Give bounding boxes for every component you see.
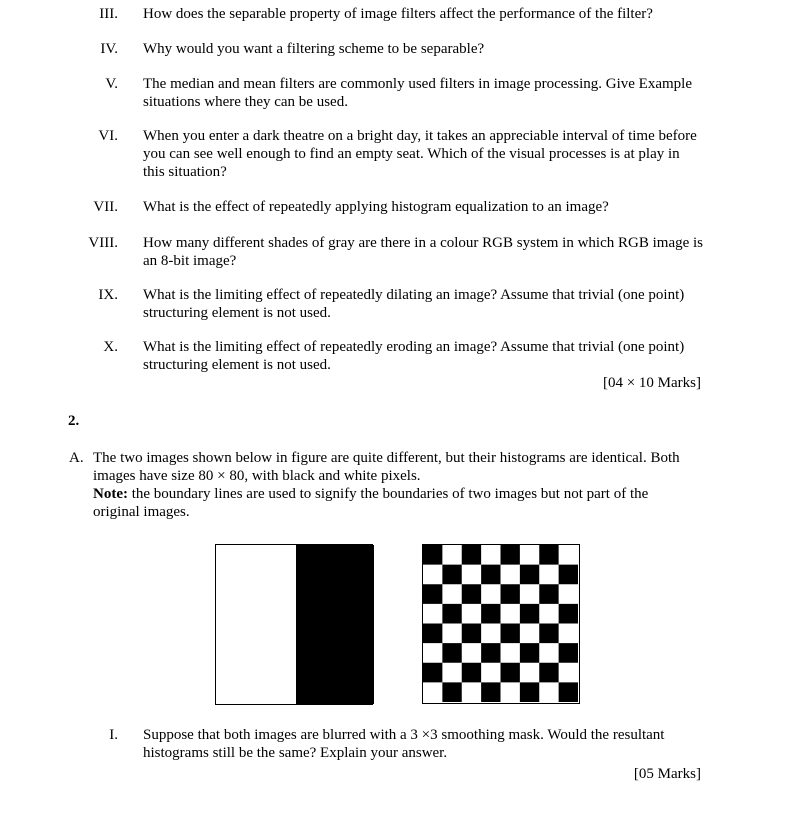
question-number: III.	[99, 6, 118, 22]
question-number: IV.	[100, 41, 118, 57]
checker-cell-black	[442, 682, 461, 702]
black-region	[296, 545, 374, 704]
question-text: What is the limiting effect of repeatedly dilating an image? Assume that trivial (one point) structuring element is not used.	[143, 287, 685, 321]
question-text: The median and mean filters are commonly used filters in image processing. Give Example situations where they can be used.	[143, 76, 692, 110]
checker-cell-black	[442, 643, 461, 663]
checker-cell-black	[520, 565, 539, 585]
checker-cell-black	[423, 663, 442, 683]
checker-cell-black	[481, 604, 500, 624]
checker-cell-black	[442, 565, 461, 585]
sub-question-text: Suppose that both images are blurred with a 3 ×3 smoothing mask. Would the resultant histograms still be the same? Explain your answer.	[143, 727, 665, 761]
checker-cell-black	[501, 545, 520, 565]
checker-cell-black	[501, 624, 520, 644]
question-text: How does the separable property of image filters affect the performance of the filter?	[143, 6, 653, 22]
checker-cell-black	[520, 604, 539, 624]
checker-cell-black	[539, 624, 558, 644]
part-a	[69, 449, 698, 521]
checker-cell-black	[481, 565, 500, 585]
checker-cell-black	[539, 545, 558, 565]
checker-cell-black	[501, 663, 520, 683]
checker-cell-black	[501, 584, 520, 604]
question-text: When you enter a dark theatre on a bright day, it takes an appreciable interval of time before you can see well enough to find an empty seat. Which of the visual processes is at play in this situation?	[143, 128, 697, 180]
question-number: X.	[103, 339, 118, 355]
checker-cell-black	[520, 643, 539, 663]
checker-cell-black	[423, 624, 442, 644]
question-number: VI.	[98, 128, 118, 144]
question-text: How many different shades of gray are there in a colour RGB system in which RGB image is an 8-bit image?	[143, 235, 704, 269]
half-black-half-white-image	[215, 544, 373, 705]
checker-cell-black	[559, 604, 578, 624]
checker-cell-black	[481, 643, 500, 663]
checker-cell-black	[539, 663, 558, 683]
checker-cell-black	[539, 584, 558, 604]
checker-cell-black	[559, 643, 578, 663]
checker-cell-black	[462, 584, 481, 604]
checker-cell-black	[462, 624, 481, 644]
part-a-label: A.	[69, 450, 84, 466]
checker-cell-black	[462, 663, 481, 683]
question-text: What is the effect of repeatedly applying histogram equalization to an image?	[143, 199, 609, 215]
question-number: IX.	[98, 287, 118, 303]
question-number: VIII.	[88, 235, 118, 251]
checker-cell-black	[481, 682, 500, 702]
checker-cell-black	[462, 545, 481, 565]
section-number: 2.	[68, 413, 80, 429]
question-text: What is the limiting effect of repeatedly eroding an image? Assume that trivial (one point) structuring element is not used.	[143, 339, 685, 373]
checkerboard-pattern	[423, 545, 578, 702]
question-number: V.	[105, 76, 118, 92]
note-label: Note:	[93, 486, 128, 502]
marks-allocation-2: [05 Marks]	[633, 766, 701, 782]
checkerboard-image	[422, 544, 580, 704]
checker-cell-black	[559, 565, 578, 585]
checker-cell-black	[442, 604, 461, 624]
question-number: VII.	[93, 199, 118, 215]
sub-question-number: I.	[109, 727, 118, 743]
question-text: Why would you want a filtering scheme to be separable?	[143, 41, 485, 57]
checker-cell-black	[520, 682, 539, 702]
checker-cell-black	[423, 584, 442, 604]
checker-cell-black	[559, 682, 578, 702]
part-a-text: The two images shown below in figure are quite different, but their histograms are identical. Both images have size 80 × 80, with black and white pixels.	[93, 450, 680, 484]
note-text: the boundary lines are used to signify the boundaries of two images but not part of the original images.	[93, 486, 649, 520]
marks-allocation: [04 × 10 Marks]	[602, 375, 701, 391]
checker-cell-black	[423, 545, 442, 565]
